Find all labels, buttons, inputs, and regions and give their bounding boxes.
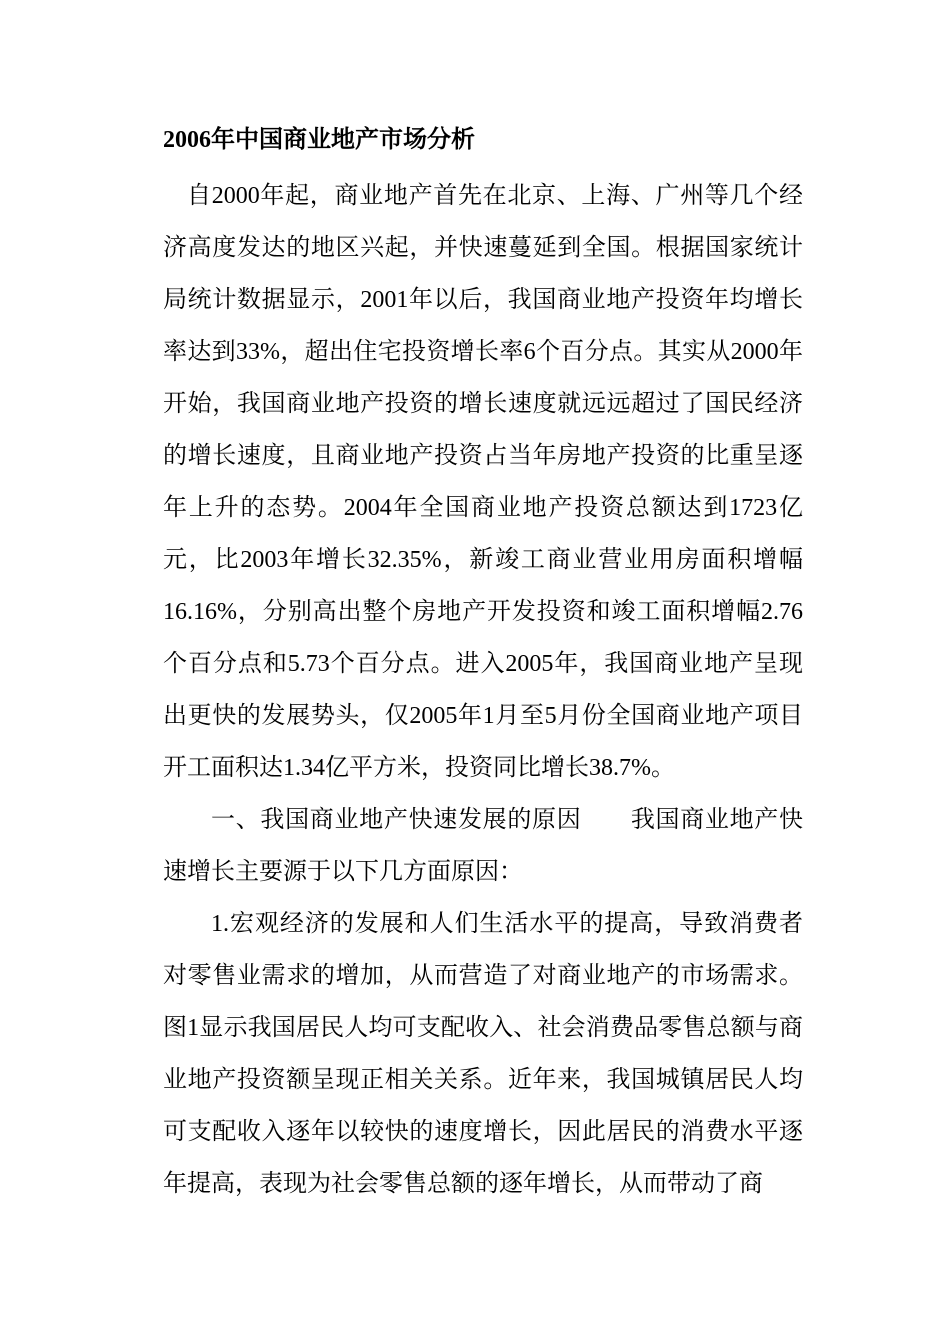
paragraph-reason-1: 1.宏观经济的发展和人们生活水平的提高，导致消费者对零售业需求的增加，从而营造了对商业地产的市场需求。图1显示我国居民人均可支配收入、社会消费品零售总额与商业地产投资额呈现正相关关系。近年来，我国城镇居民人均可支配收入逐年以较快的速度增长，因此居民的消费水平逐年提高，表现为社会零售总额的逐年增长，从而带动了商 [163,911,803,1197]
document-body [163,118,803,1210]
document-title: 2006年中国商业地产市场分析 [163,127,475,153]
paragraph-section-heading: 一、我国商业地产快速发展的原因 我国商业地产快速增长主要源于以下几方面原因： [163,807,803,885]
paragraph-intro: 自2000年起，商业地产首先在北京、上海、广州等几个经济高度发达的地区兴起，并快速蔓延到全国。根据国家统计局统计数据显示，2001年以后，我国商业地产投资年均增长率达到33%，超出住宅投资增长率6个百分点。其实从2000年开始，我国商业地产投资的增长速度就远远超过了国民经济的增长速度，且商业地产投资占当年房地产投资的比重呈逐年上升的态势。2004年全国商业地产投资总额达到1723亿元，比2003年增长32.35%，新竣工商业营业用房面积增幅16.16%，分别高出整个房地产开发投资和竣工面积增幅2.76个百分点和5.73个百分点。进入2005年，我国商业地产呈现出更快的发展势头，仅2005年1月至5月份全国商业地产项目开工面积达1.34亿平方米，投资同比增长38.7%。 [163,183,803,781]
